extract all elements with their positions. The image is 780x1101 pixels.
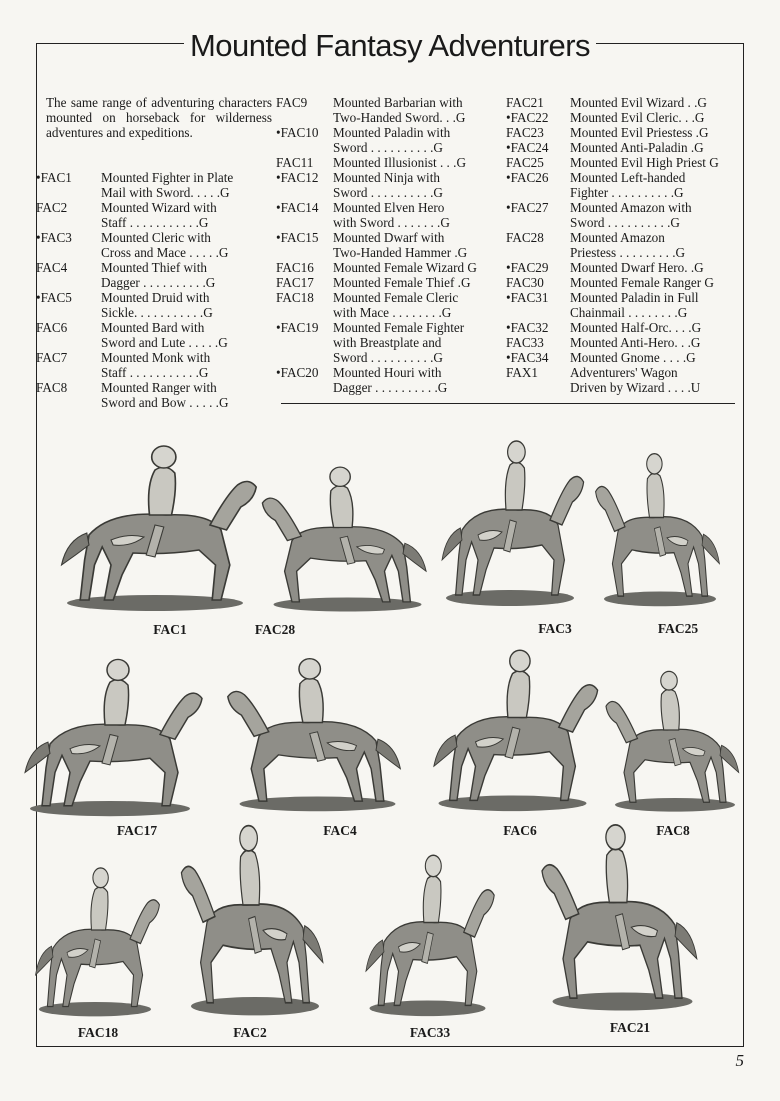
column-divider-rule xyxy=(281,403,735,404)
miniature-photo-fac3 xyxy=(430,410,590,610)
catalog-description: Mounted Monk with xyxy=(101,350,211,365)
page-title: Mounted Fantasy Adventurers xyxy=(0,28,780,64)
catalog-entry xyxy=(36,200,276,230)
catalog-code: • FAC3 xyxy=(36,230,72,245)
catalog-code: FAC30 xyxy=(506,275,544,290)
catalog-description: with Breastplate and xyxy=(333,335,442,350)
catalog-description: Mounted Fighter in Plate xyxy=(101,170,234,185)
catalog-entry xyxy=(36,350,276,380)
catalog-code: • FAC14 xyxy=(276,200,319,215)
catalog-description: Mounted Houri with xyxy=(333,365,442,380)
catalog-description: Mounted Bard with xyxy=(101,320,205,335)
catalog-description: Sickle. . . . . . . . . . .G xyxy=(101,305,213,320)
caption-fac1: FAC1 xyxy=(153,622,187,637)
catalog-description: Mounted Amazon xyxy=(570,230,665,245)
miniature-silhouette xyxy=(355,825,500,1020)
catalog-description: Two-Handed Sword. . .G xyxy=(333,110,466,125)
catalog-description: Mounted Female Fighter xyxy=(333,320,465,335)
catalog-code: • FAC19 xyxy=(276,320,319,335)
catalog-entry xyxy=(506,365,738,395)
caption-fac28: FAC28 xyxy=(254,622,296,637)
catalog-description: Cross and Mace . . . . .G xyxy=(101,245,229,260)
miniature-silhouette xyxy=(45,415,265,615)
catalog-entry xyxy=(276,365,506,395)
miniature-photo-fac18 xyxy=(25,840,165,1020)
catalog-description: Mounted Evil Cleric. . .G xyxy=(570,110,705,125)
caption-fac3: FAC3 xyxy=(538,621,572,636)
miniature-silhouette xyxy=(430,410,590,610)
catalog-description: Priestess . . . . . . . . .G xyxy=(570,245,686,260)
catalog-code: FAC18 xyxy=(276,290,314,305)
catalog-entry xyxy=(506,155,738,170)
catalog-code: • FAC20 xyxy=(276,365,319,380)
catalog-description: Mounted Female Cleric xyxy=(333,290,459,305)
catalog-description: Sword . . . . . . . . . .G xyxy=(333,350,443,365)
catalog-code: • FAC12 xyxy=(276,170,319,185)
catalog-entry xyxy=(36,170,276,200)
catalog-description: Mounted Cleric with xyxy=(101,230,211,245)
catalog-description: with Sword . . . . . . .G xyxy=(333,215,450,230)
catalog-description: Mail with Sword. . . . .G xyxy=(101,185,230,200)
catalog-entry xyxy=(276,320,506,365)
catalog-description: Chainmail . . . . . . . .G xyxy=(570,305,688,320)
caption-fac17: FAC17 xyxy=(116,823,158,838)
catalog-entry xyxy=(276,260,506,275)
catalog-description: Mounted Ranger with xyxy=(101,380,217,395)
miniature-photo-fac6 xyxy=(420,620,605,815)
catalog-description: Mounted Evil Wizard . .G xyxy=(570,95,707,110)
miniature-silhouette xyxy=(590,425,730,610)
catalog-description: Dagger . . . . . . . . . .G xyxy=(101,275,216,290)
page-number: 5 xyxy=(735,1051,744,1070)
catalog-description: Mounted Left-handed xyxy=(570,170,686,185)
catalog-code: FAC2 xyxy=(36,200,68,215)
catalog-code: FAC11 xyxy=(276,155,314,170)
catalog-code: FAC7 xyxy=(36,350,68,365)
catalog-entry xyxy=(506,95,738,110)
catalog-entry xyxy=(506,350,738,365)
catalog-description: Mounted Elven Hero xyxy=(333,200,445,215)
catalog-code: FAC8 xyxy=(36,380,68,395)
catalog-entry xyxy=(506,335,738,350)
miniature-photo-fac2 xyxy=(175,790,335,1020)
catalog-description: Mounted Female Ranger G xyxy=(570,275,714,290)
catalog-code: FAC28 xyxy=(506,230,544,245)
caption-fac2: FAC2 xyxy=(233,1025,267,1040)
catalog-entry xyxy=(36,260,276,290)
miniature-photo-fac4 xyxy=(220,630,415,815)
catalog-code: FAC23 xyxy=(506,125,544,140)
catalog-description: Mounted Anti-Paladin .G xyxy=(570,140,704,155)
miniature-silhouette xyxy=(175,790,335,1020)
catalog-description: Mounted Evil Priestess .G xyxy=(570,125,709,140)
catalog-description: Mounted Druid with xyxy=(101,290,210,305)
catalog-code: FAC9 xyxy=(276,95,308,110)
catalog-description: Mounted Paladin with xyxy=(333,125,451,140)
miniature-photo-fac28 xyxy=(255,440,440,615)
miniature-photo-fac21 xyxy=(535,790,710,1015)
catalog-entry xyxy=(506,200,738,230)
catalog-description: Mounted Barbarian with xyxy=(333,95,463,110)
catalog-entry xyxy=(276,275,506,290)
catalog-description: Two-Handed Hammer .G xyxy=(333,245,468,260)
catalog-entry xyxy=(276,230,506,260)
catalog-description: Mounted Amazon with xyxy=(570,200,692,215)
catalog-entry xyxy=(276,155,506,170)
intro-paragraph: The same range of adventuring characters mounted on horseback for wilderness adventures and expeditions. xyxy=(46,95,272,140)
catalog-entry xyxy=(276,170,506,200)
catalog-column-3 xyxy=(506,95,738,395)
catalog-code: FAC16 xyxy=(276,260,314,275)
catalog-code: • FAC15 xyxy=(276,230,319,245)
catalog-code: FAC4 xyxy=(36,260,68,275)
catalog-description: Sword . . . . . . . . . .G xyxy=(570,215,680,230)
catalog-description: Sword . . . . . . . . . .G xyxy=(333,185,443,200)
catalog-code: • FAC24 xyxy=(506,140,549,155)
catalog-description: Mounted Half-Orc. . . .G xyxy=(570,320,702,335)
catalog-code: FAC17 xyxy=(276,275,314,290)
catalog-code: FAC33 xyxy=(506,335,544,350)
catalog-description: Mounted Dwarf with xyxy=(333,230,445,245)
miniature-photo-fac25 xyxy=(590,425,730,610)
catalog-entry xyxy=(506,140,738,155)
miniature-silhouette xyxy=(255,440,440,615)
catalog-description: Mounted Ninja with xyxy=(333,170,440,185)
caption-fac33: FAC33 xyxy=(409,1025,451,1040)
catalog-entry xyxy=(276,95,506,125)
caption-fac6: FAC6 xyxy=(503,823,537,838)
miniature-photo-fac1 xyxy=(45,415,265,615)
catalog-description: Mounted Wizard with xyxy=(101,200,217,215)
catalog-description: Mounted Dwarf Hero. .G xyxy=(570,260,704,275)
catalog-code: • FAC26 xyxy=(506,170,549,185)
catalog-entry xyxy=(36,290,276,320)
catalog-code: FAC25 xyxy=(506,155,544,170)
catalog-entry xyxy=(36,320,276,350)
catalog-column-2 xyxy=(276,95,506,395)
catalog-description: Sword and Bow . . . . .G xyxy=(101,395,229,410)
caption-fac8: FAC8 xyxy=(656,823,690,838)
catalog-code: • FAC5 xyxy=(36,290,72,305)
caption-fac4: FAC4 xyxy=(323,823,357,838)
catalog-entry xyxy=(506,290,738,320)
catalog-entry xyxy=(36,230,276,260)
catalog-description: Mounted Female Wizard G xyxy=(333,260,477,275)
catalog-description: Staff . . . . . . . . . . .G xyxy=(101,215,209,230)
catalog-description: Adventurers' Wagon xyxy=(570,365,678,380)
catalog-entry xyxy=(36,380,276,410)
miniature-photo-fac33 xyxy=(355,825,500,1020)
catalog-entry xyxy=(506,260,738,275)
miniature-silhouette xyxy=(25,840,165,1020)
catalog-description: Mounted Thief with xyxy=(101,260,207,275)
catalog-code: • FAC29 xyxy=(506,260,549,275)
catalog-description: Mounted Paladin in Full xyxy=(570,290,699,305)
catalog-description: Sword . . . . . . . . . .G xyxy=(333,140,443,155)
miniature-silhouette xyxy=(220,630,415,815)
catalog-description: Driven by Wizard . . . .U xyxy=(570,380,701,395)
caption-fac25: FAC25 xyxy=(657,621,699,636)
catalog-entry xyxy=(506,125,738,140)
caption-fac18: FAC18 xyxy=(77,1025,119,1040)
catalog-code: • FAC1 xyxy=(36,170,72,185)
catalog-column-1 xyxy=(36,170,276,410)
miniature-silhouette xyxy=(420,620,605,815)
catalog-description: Mounted Female Thief .G xyxy=(333,275,471,290)
catalog-entry xyxy=(506,320,738,335)
catalog-code: FAC21 xyxy=(506,95,544,110)
catalog-description: Mounted Illusionist . . .G xyxy=(333,155,466,170)
catalog-entry xyxy=(506,275,738,290)
catalog-code: • FAC31 xyxy=(506,290,549,305)
catalog-code: • FAC34 xyxy=(506,350,549,365)
catalog-entry xyxy=(276,125,506,155)
catalog-description: Fighter . . . . . . . . . .G xyxy=(570,185,684,200)
catalog-description: Sword and Lute . . . . .G xyxy=(101,335,228,350)
catalog-code: • FAC32 xyxy=(506,320,549,335)
catalog-entry xyxy=(276,290,506,320)
catalog-entry xyxy=(506,230,738,260)
caption-fac21: FAC21 xyxy=(609,1020,651,1035)
catalog-description: Mounted Anti-Hero. . .G xyxy=(570,335,701,350)
miniature-silhouette xyxy=(535,790,710,1015)
catalog-code: FAX1 xyxy=(506,365,538,380)
catalog-entry xyxy=(276,200,506,230)
catalog-code: • FAC27 xyxy=(506,200,549,215)
catalog-description: Staff . . . . . . . . . . .G xyxy=(101,365,209,380)
catalog-code: FAC6 xyxy=(36,320,68,335)
catalog-entry xyxy=(506,110,738,125)
catalog-code: • FAC22 xyxy=(506,110,549,125)
catalog-entry xyxy=(506,170,738,200)
catalog-description: Mounted Gnome . . . .G xyxy=(570,350,696,365)
catalog-description: with Mace . . . . . . . .G xyxy=(333,305,452,320)
catalog-description: Dagger . . . . . . . . . .G xyxy=(333,380,448,395)
catalog-code: • FAC10 xyxy=(276,125,319,140)
catalog-description: Mounted Evil High Priest G xyxy=(570,155,719,170)
